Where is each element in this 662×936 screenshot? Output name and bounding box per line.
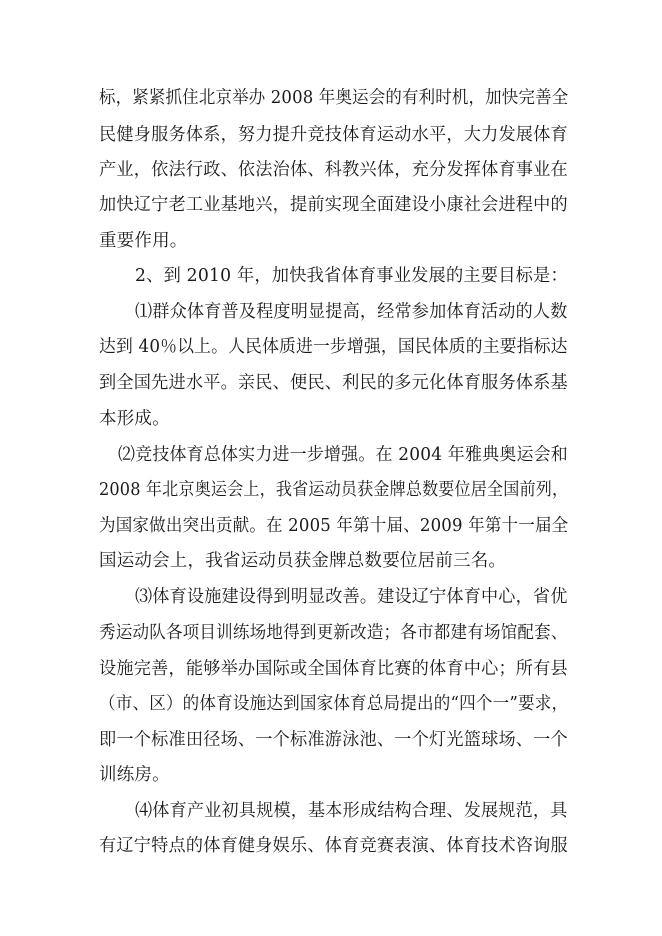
paragraph-line: ⑵竞技体育总体实力进一步增强。在 2004 年雅典奥运会和 — [118, 445, 568, 465]
paragraph-line: ⑴群众体育普及程度明显提高，经常参加体育活动的人数 — [135, 302, 568, 322]
paragraph-line: ⑷体育产业初具规模，基本形成结构合理、发展规范，具 — [135, 801, 568, 821]
paragraph-line: （市、区）的体育设施达到国家体育总局提出的“四个一”要求， — [99, 694, 569, 714]
paragraph-line: 标，紧紧抓住北京举办 2008 年奥运会的有利时机，加快完善全 — [99, 88, 569, 108]
paragraph-line: 加快辽宁老工业基地兴，提前实现全面建设小康社会进程中的 — [99, 195, 568, 215]
paragraph-line: 国运动会上，我省运动员获金牌总数要位居前三名。 — [99, 551, 507, 571]
paragraph-line: 达到 40％以上。人民体质进一步增强，国民体质的主要指标达 — [99, 337, 568, 357]
section-heading: 2、到 2010 年，加快我省体育事业发展的主要目标是： — [135, 266, 568, 286]
paragraph-line: 本形成。 — [99, 409, 170, 429]
paragraph-line: ⑶体育设施建设得到明显改善。建设辽宁体育中心，省优 — [135, 587, 568, 607]
paragraph-line: 产业，依法行政、依法治体、科教兴体，充分发挥体育事业在 — [99, 160, 568, 180]
paragraph-line: 为国家做出突出贡献。在 2005 年第十届、2009 年第十一届全 — [99, 516, 569, 536]
paragraph-line: 2008 年北京奥运会上，我省运动员获金牌总数要位居全国前列， — [99, 480, 569, 500]
paragraph-line: 设施完善，能够举办国际或全国体育比赛的体育中心；所有县 — [99, 659, 568, 679]
paragraph-line: 到全国先进水平。亲民、便民、利民的多元化体育服务体系基 — [99, 373, 568, 393]
paragraph-line: 重要作用。 — [99, 231, 188, 251]
paragraph-line: 有辽宁特点的体育健身娱乐、体育竞赛表演、体育技术咨询服 — [99, 836, 568, 856]
paragraph-line: 即一个标准田径场、一个标准游泳池、一个灯光篮球场、一个 — [99, 730, 568, 750]
paragraph-line: 训练房。 — [99, 765, 170, 785]
paragraph-line: 民健身服务体系，努力提升竞技体育运动水平，大力发展体育 — [99, 125, 568, 145]
paragraph-line: 秀运动队各项目训练场地得到更新改造；各市都建有场馆配套、 — [99, 623, 568, 643]
